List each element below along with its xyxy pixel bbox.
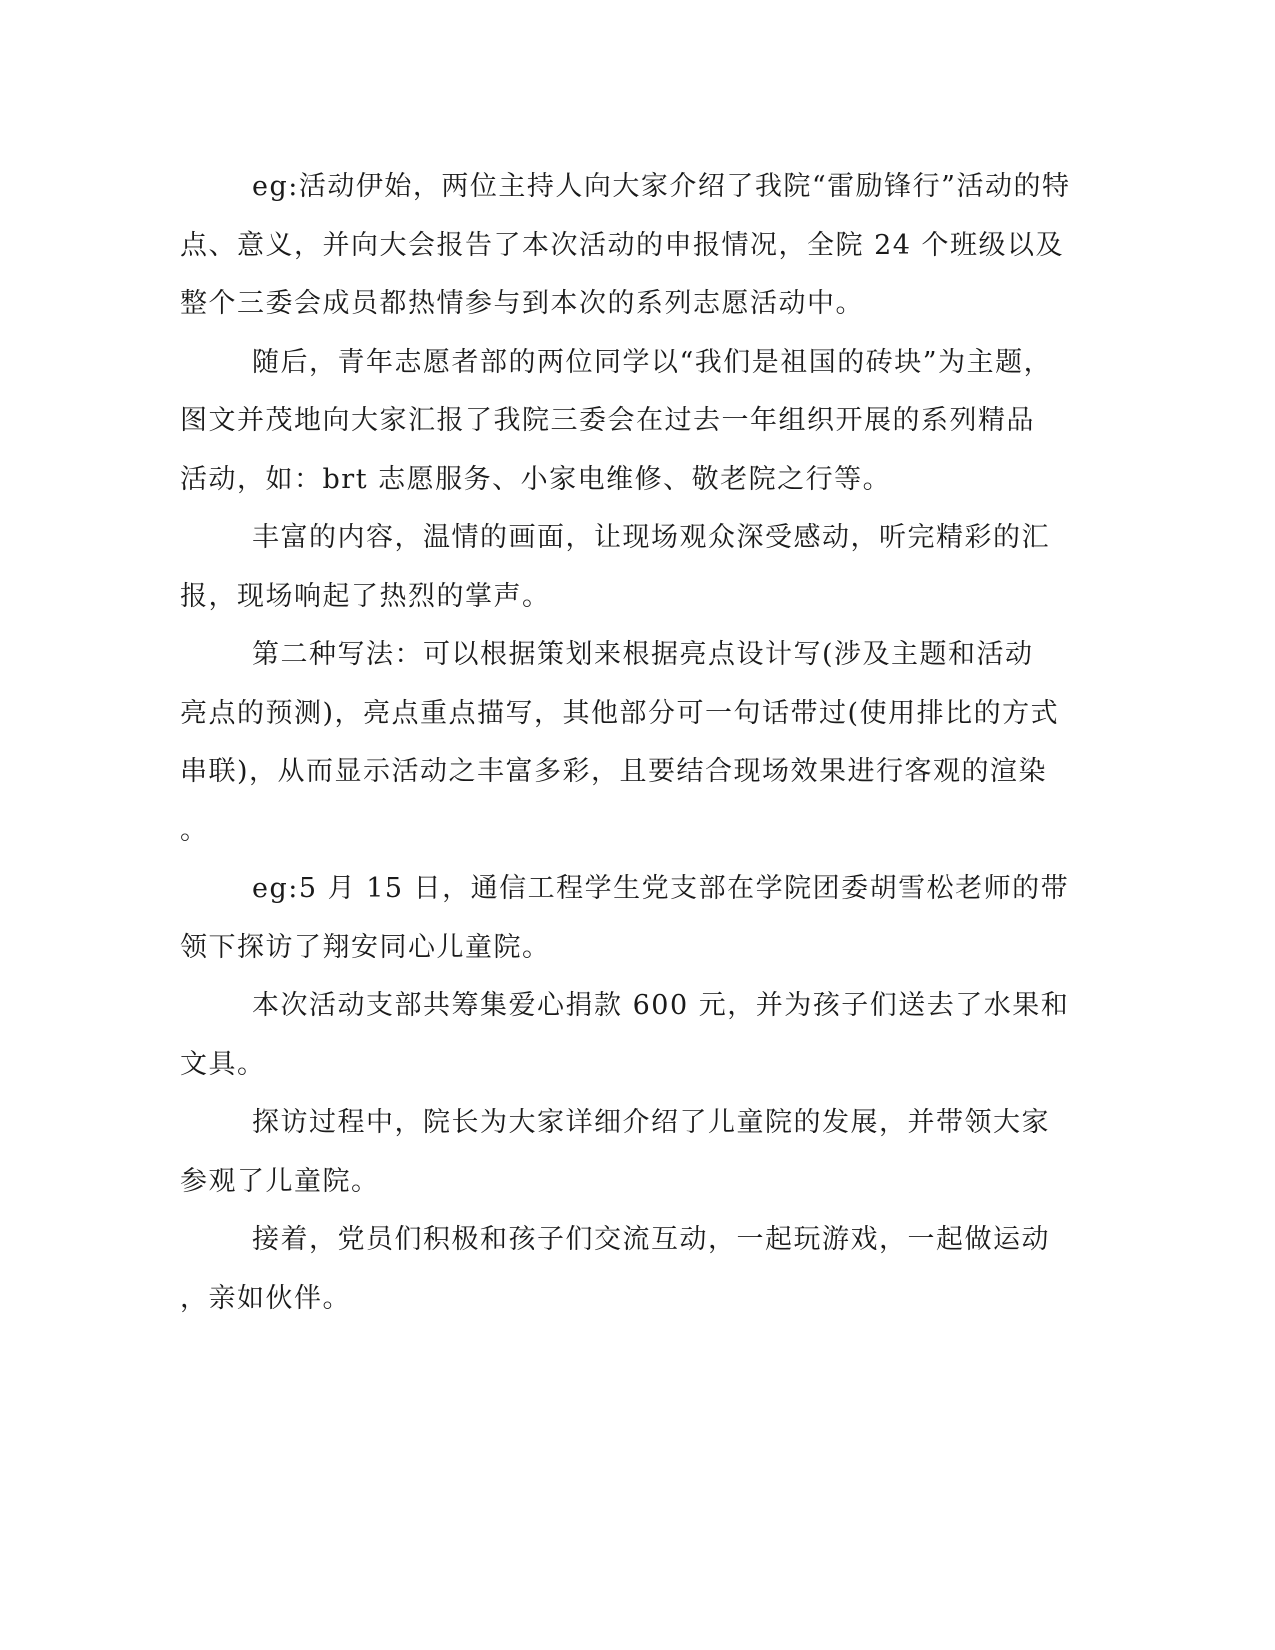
- text-line: ，亲如伙伴。: [180, 1282, 351, 1314]
- text-line: 领下探访了翔安同心儿童院。: [180, 931, 551, 963]
- text-line: 报，现场响起了热烈的掌声。: [180, 580, 551, 612]
- paragraph-4: [180, 626, 1060, 860]
- text-line: 。: [180, 814, 209, 846]
- text-line: 随后，青年志愿者部的两位同学以“我们是祖国的砖块”为主题，: [252, 346, 1053, 378]
- paragraph-3: [180, 509, 1050, 626]
- text-line: 亮点的预测)，亮点重点描写，其他部分可一句话带过(使用排比的方式: [180, 697, 1060, 729]
- text-line: 点、意义，并向大会报告了本次活动的申报情况，全院 24 个班级以及: [180, 229, 1065, 261]
- text-line: 整个三委会成员都热情参与到本次的系列志愿活动中。: [180, 288, 864, 319]
- text-line: eg:5 月 15 日，通信工程学生党支部在学院团委胡雪松老师的带: [252, 873, 1070, 904]
- text-line: 丰富的内容，温情的画面，让现场观众深受感动，听完精彩的汇: [252, 522, 1050, 553]
- text-line: 接着，党员们积极和孩子们交流互动，一起玩游戏，一起做运动: [252, 1224, 1050, 1255]
- text-line: 探访过程中，院长为大家详细介绍了儿童院的发展，并带领大家: [252, 1107, 1050, 1138]
- text-line: 串联)，从而显示活动之丰富多彩，且要结合现场效果进行客观的渲染: [180, 756, 1048, 787]
- paragraph-1: [180, 158, 1071, 334]
- text-line: 文具。: [180, 1048, 266, 1080]
- paragraph-7: [180, 1094, 1050, 1211]
- document-body: [180, 158, 1071, 1328]
- paragraph-2: [180, 334, 1053, 510]
- paragraph-8: [180, 1211, 1050, 1328]
- paragraph-6: [180, 977, 1070, 1094]
- text-line: 图文并茂地向大家汇报了我院三委会在过去一年组织开展的系列精品: [180, 405, 1035, 436]
- paragraph-5: [180, 860, 1070, 977]
- text-line: 参观了儿童院。: [180, 1165, 380, 1197]
- text-line: eg:活动伊始，两位主持人向大家介绍了我院“雷励锋行”活动的特: [252, 171, 1071, 202]
- text-line: 活动，如：brt 志愿服务、小家电维修、敬老院之行等。: [180, 463, 892, 495]
- text-line: 本次活动支部共筹集爱心捐款 600 元，并为孩子们送去了水果和: [252, 990, 1070, 1021]
- text-line: 第二种写法：可以根据策划来根据亮点设计写(涉及主题和活动: [252, 639, 1034, 670]
